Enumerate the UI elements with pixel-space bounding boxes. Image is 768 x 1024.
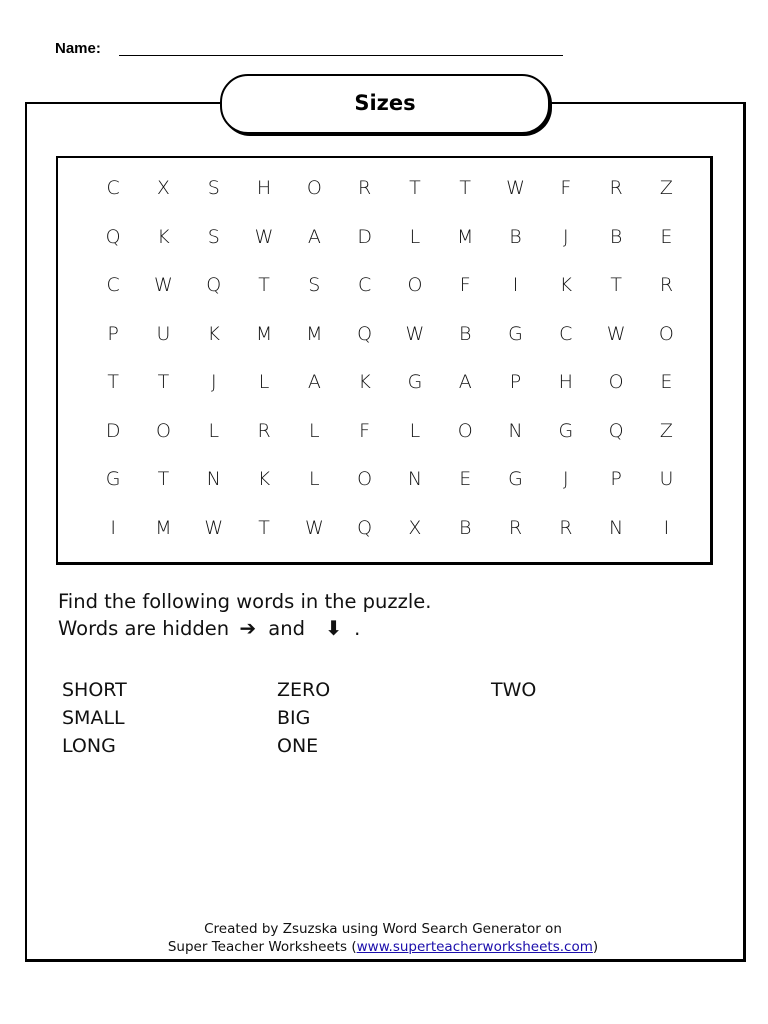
grid-letter: T [409, 177, 421, 199]
grid-letter: W [204, 516, 224, 539]
grid-letter: W [304, 516, 324, 539]
grid-letter: A [307, 371, 321, 393]
grid-letter: T [157, 468, 170, 490]
grid-letter: U [156, 322, 171, 345]
grid-letter: G [558, 419, 574, 442]
grid-letter: X [408, 516, 422, 539]
grid-letter: T [258, 274, 270, 296]
title-banner [220, 74, 550, 134]
word-item: TWO [491, 679, 537, 701]
grid-letter: A [458, 371, 472, 393]
grid-letter: Q [357, 516, 373, 539]
grid-letter: P [509, 371, 522, 393]
grid-letter: I [663, 516, 670, 539]
grid-letter: J [563, 225, 569, 248]
grid-letter: N [508, 419, 523, 442]
grid-letter: N [407, 468, 423, 490]
grid-letter: C [559, 322, 573, 345]
instructions-line-1: Find the following words in the puzzle. [58, 590, 432, 613]
grid-letter: E [660, 225, 673, 248]
grid-letter: O [608, 371, 624, 393]
arrow-right-icon: ➔ [239, 616, 257, 640]
footer-line-1: Created by Zsuzska using Word Search Generator on [204, 921, 562, 937]
grid-letter: R [508, 516, 523, 539]
grid-letter: Q [105, 225, 121, 248]
grid-letter: I [512, 274, 519, 296]
grid-letter: I [110, 516, 116, 539]
grid-letter: K [157, 225, 170, 248]
grid-letter: R [257, 419, 271, 442]
grid-letter: U [659, 468, 674, 490]
grid-letter: D [357, 225, 372, 248]
grid-letter: B [459, 322, 472, 345]
word-item: LONG [62, 735, 116, 757]
grid-letter: T [157, 371, 170, 393]
name-row [55, 38, 563, 60]
word-item: ZERO [277, 679, 331, 701]
letter-grid [88, 168, 688, 556]
grid-letter: J [563, 468, 569, 490]
grid-letter: R [609, 177, 623, 199]
grid-letter: P [610, 468, 622, 490]
footer-suffix: ) [592, 939, 599, 955]
footer-credit [25, 920, 741, 956]
grid-letter: G [508, 468, 523, 490]
instructions-prefix: Words are hidden [58, 617, 230, 640]
grid-letter: N [206, 468, 221, 490]
grid-letter: M [155, 516, 172, 539]
grid-letter: R [559, 516, 573, 539]
grid-letter: Q [206, 274, 222, 296]
grid-letter: G [105, 468, 121, 490]
grid-letter: O [658, 322, 674, 345]
grid-letter: W [506, 177, 525, 199]
grid-letter: M [255, 322, 273, 345]
grid-letter: H [256, 177, 272, 199]
grid-letter: F [459, 274, 471, 296]
grid-letter: L [258, 371, 270, 393]
grid-letter: Z [659, 419, 673, 442]
grid-letter: M [306, 322, 323, 345]
grid-letter: J [210, 371, 217, 393]
footer-link[interactable]: www.superteacherworksheets.com [356, 939, 593, 955]
grid-letter: K [358, 371, 371, 393]
grid-letter: W [154, 274, 173, 296]
grid-letter: E [660, 371, 673, 393]
grid-letter: W [606, 322, 626, 345]
grid-letter: K [207, 322, 220, 345]
grid-letter: N [609, 516, 624, 539]
grid-letter: F [560, 177, 572, 199]
grid-letter: O [357, 468, 373, 490]
grid-letter: Q [608, 419, 624, 442]
grid-letter: P [107, 322, 119, 345]
grid-letter: T [610, 274, 622, 296]
grid-letter: O [457, 419, 473, 442]
grid-letter: B [609, 225, 623, 248]
name-label: Name: [55, 40, 101, 57]
grid-letter: F [359, 419, 371, 442]
grid-letter: Q [357, 322, 373, 345]
arrow-down-icon: ⬇ [325, 616, 342, 640]
grid-letter: S [207, 225, 220, 248]
grid-letter: L [409, 225, 421, 248]
instructions-line-2 [58, 615, 432, 642]
grid-letter: T [107, 371, 119, 393]
grid-letter: X [156, 177, 170, 199]
grid-letter: C [106, 274, 120, 296]
grid-letter: C [357, 274, 372, 296]
grid-letter: K [257, 468, 271, 490]
grid-letter: L [208, 419, 220, 442]
grid-letter: T [258, 516, 270, 539]
grid-letter: W [254, 225, 274, 248]
grid-letter: S [207, 177, 220, 199]
grid-letter: A [307, 225, 321, 248]
footer-prefix: Super Teacher Worksheets ( [167, 939, 357, 955]
word-item: BIG [277, 707, 311, 729]
grid-letter: S [308, 274, 321, 296]
instructions-and: and [268, 617, 305, 640]
grid-letter: B [459, 516, 472, 539]
word-item: ONE [277, 735, 319, 757]
grid-letter: E [459, 468, 472, 490]
grid-letter: O [155, 419, 171, 442]
grid-letter: W [405, 322, 425, 345]
grid-letter: R [659, 274, 674, 296]
grid-letter: G [508, 322, 523, 345]
puzzle-box [56, 156, 713, 565]
word-item: SMALL [62, 707, 125, 729]
instructions [58, 588, 432, 642]
grid-letter: O [407, 274, 423, 296]
grid-letter: G [407, 371, 423, 393]
word-list-column-1 [62, 676, 127, 760]
name-blank-line[interactable] [119, 55, 563, 56]
instructions-period: . [354, 617, 361, 640]
grid-letter: D [105, 419, 121, 442]
grid-letter: Z [659, 177, 673, 199]
page-title: Sizes [354, 91, 416, 115]
grid-letter: O [306, 177, 322, 199]
grid-letter: L [309, 468, 320, 490]
grid-letter: T [459, 177, 472, 199]
grid-letter: L [309, 419, 320, 442]
grid-letter: L [409, 419, 421, 442]
grid-letter: K [559, 274, 573, 296]
word-item: SHORT [62, 679, 127, 701]
grid-letter: M [457, 225, 474, 248]
footer-line-2 [25, 938, 741, 956]
grid-letter: C [106, 177, 120, 199]
word-list-column-2 [277, 676, 330, 760]
grid-letter: R [358, 177, 372, 199]
grid-letter: B [509, 225, 522, 248]
word-list-column-3 [491, 676, 536, 704]
grid-letter: H [558, 371, 573, 393]
